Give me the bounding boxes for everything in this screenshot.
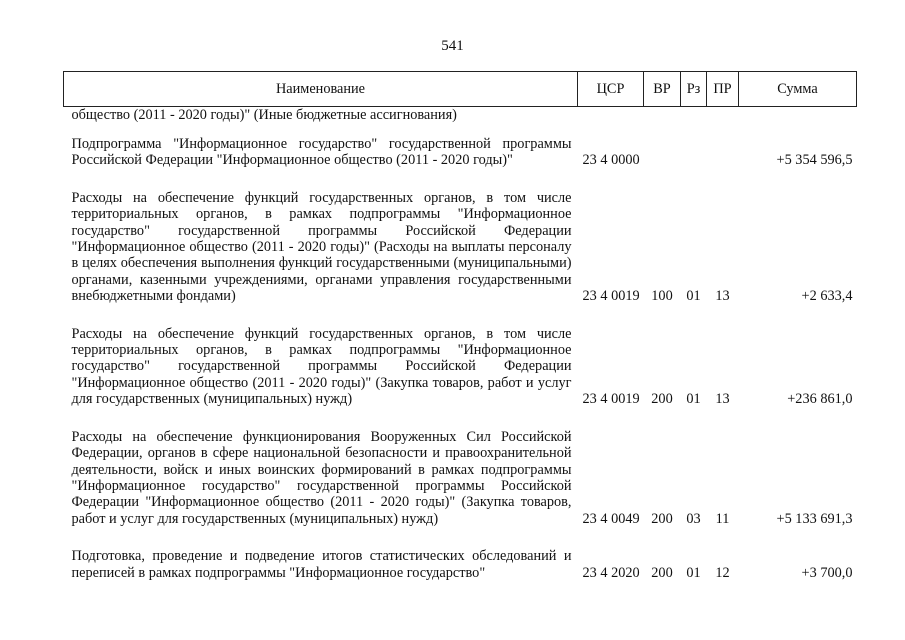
row-pr: 13 [715,391,730,408]
header-rz: Рз [681,72,707,107]
row-name: Подпрограмма "Информационное государство" государственной программы Российской Федерации "Информационное общество (2011 - 2020 годы)" [71,136,572,169]
row-pr: 12 [715,564,730,581]
row-rz: 01 [686,288,701,305]
row-pr: 11 [715,510,730,527]
row-rz: 03 [686,510,701,527]
row-csr: 23 4 0049 [582,510,640,527]
header-sum: Сумма [739,72,857,107]
row-vr: 100 [651,288,673,305]
continuation-text: общество (2011 - 2020 годы)" (Иные бюджетные ассигнования) [71,107,457,123]
row-sum: +3 700,0 [801,564,853,581]
row-sum: +5 133 691,3 [776,510,853,527]
header-vr: ВР [644,72,681,107]
table-row [64,410,857,529]
row-vr: 200 [651,564,673,581]
row-name: Подготовка, проведение и подведение итогов статистических обследований и переписей в рамках подпрограммы "Информационное государство" [71,548,572,581]
row-vr [644,123,681,171]
row-sum: +5 354 596,5 [776,152,853,169]
budget-table [63,71,857,583]
row-rz [681,123,707,171]
table-row [64,307,857,410]
row-csr: 23 4 0000 [582,152,640,169]
row-sum: +236 861,0 [787,391,853,408]
row-sum: +2 633,4 [801,288,853,305]
table-row [64,529,857,583]
table-header-row [64,72,857,107]
row-rz: 01 [686,564,701,581]
table-row [64,171,857,307]
row-name: Расходы на обеспечение функций государственных органов, в том числе территориальных органов, в рамках подпрограммы "Информационное государство" государственной программы Российской Федерации "Информационное общество (2011 - 2020 годы)" (Закупка товаров, работ и услуг для государственных (муниципальных) нужд) [71,325,572,408]
row-csr: 23 4 2020 [582,564,640,581]
row-name: Расходы на обеспечение функционирования Вооруженных Сил Российской Федерации, органов в сфере национальной безопасности и правоохранительной деятельности, войск и иных воинских формирований в рамках подпрограммы "Информационное государство" государственной программы Российской Федерации "Информационное общество (2011 - 2020 годы)" (Закупка товаров, работ и услуг для государственных (муниципальных) нужд) [71,428,572,527]
header-pr: ПР [707,72,739,107]
row-csr: 23 4 0019 [582,391,640,408]
row-rz: 01 [686,391,701,408]
row-pr [707,123,739,171]
row-vr: 200 [651,391,673,408]
header-name: Наименование [64,72,578,107]
page-number: 541 [441,38,464,54]
table-row-continuation [64,107,857,124]
row-pr: 13 [715,288,730,305]
row-csr: 23 4 0019 [582,288,640,305]
row-vr: 200 [651,510,673,527]
row-name: Расходы на обеспечение функций государственных органов, в том числе территориальных органов, в рамках подпрограммы "Информационное государство" государственной программы Российской Федерации "Информационное общество (2011 - 2020 годы)" (Расходы на выплаты персоналу в целях обеспечения выполнения функций государственными (муниципальными) органами, казенными учреждениями, органами управления государственными внебюджетными фондами) [71,189,572,305]
table-row [64,123,857,171]
header-csr: ЦСР [578,72,644,107]
